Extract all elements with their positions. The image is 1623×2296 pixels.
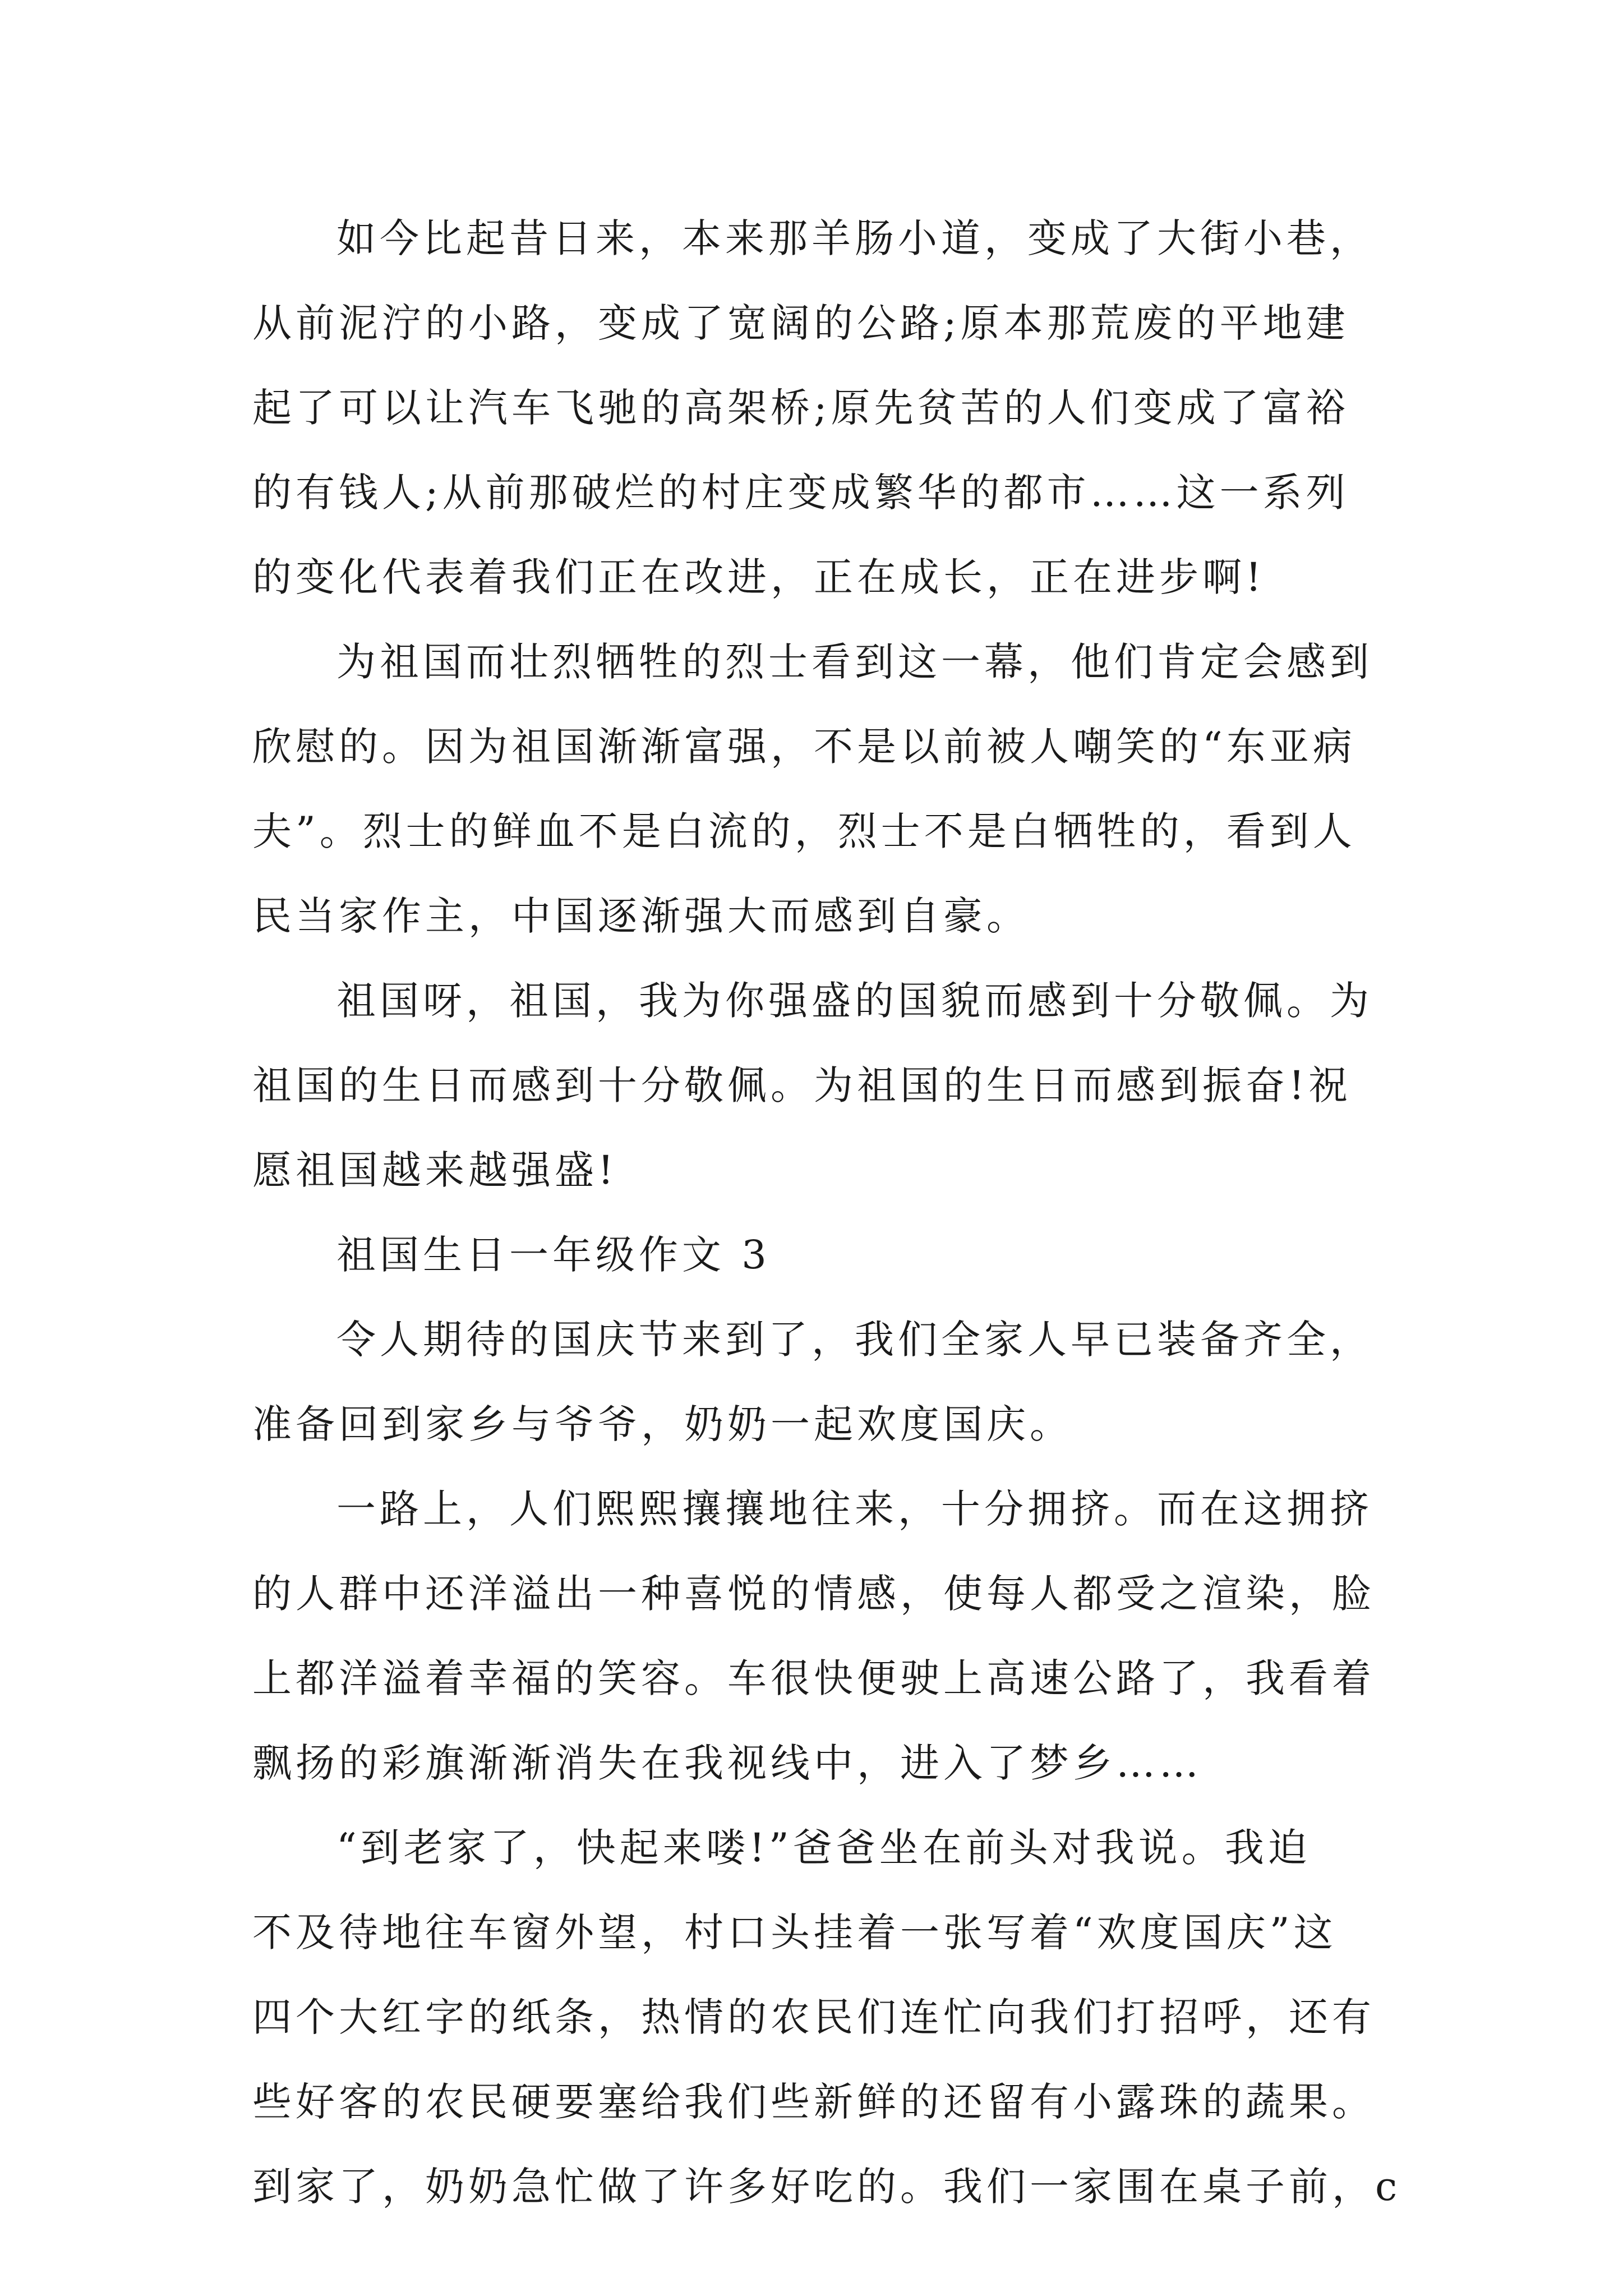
text-line: 祖国呀，祖国，我为你强盛的国貌而感到十分敬佩。为 <box>336 978 1373 1024</box>
text-line: 从前泥泞的小路，变成了宽阔的公路;原本那荒废的平地建 <box>252 300 1349 346</box>
text-line: 欣慰的。因为祖国渐渐富强，不是以前被人嘲笑的“东亚病 <box>252 724 1356 770</box>
document-body <box>252 196 1419 2229</box>
text-line: 如今比起昔日来，本来那羊肠小道，变成了大街小巷， <box>336 215 1373 261</box>
text-line: 起了可以让汽车飞驰的高架桥;原先贫苦的人们变成了富裕 <box>252 385 1349 431</box>
text-line: 令人期待的国庆节来到了，我们全家人早已装备齐全， <box>336 1317 1373 1363</box>
text-line: 的人群中还洋溢出一种喜悦的情感，使每人都受之渲染，脸 <box>252 1571 1375 1617</box>
text-line: 准备回到家乡与爷爷，奶奶一起欢度国庆。 <box>252 1401 1073 1447</box>
text-line: 的有钱人;从前那破烂的村庄变成繁华的都市……这一系列 <box>252 470 1349 516</box>
text-line: 到家了，奶奶急忙做了许多好吃的。我们一家围在桌子前，c <box>252 2164 1401 2210</box>
text-line: 四个大红字的纸条，热情的农民们连忙向我们打招呼，还有 <box>252 1994 1375 2040</box>
text-line: 祖国生日一年级作文 3 <box>336 1232 771 1278</box>
text-line: 上都洋溢着幸福的笑容。车很快便驶上高速公路了，我看着 <box>252 1655 1375 1701</box>
text-line: 为祖国而壮烈牺牲的烈士看到这一幕，他们肯定会感到 <box>336 639 1373 685</box>
text-line: 的变化代表着我们正在改进，正在成长，正在进步啊! <box>252 554 1266 600</box>
text-line: 些好客的农民硬要塞给我们些新鲜的还留有小露珠的蔬果。 <box>252 2079 1375 2125</box>
text-line: 愿祖国越来越强盛! <box>252 1147 618 1193</box>
text-line: 祖国的生日而感到十分敬佩。为祖国的生日而感到振奋!祝 <box>252 1062 1352 1108</box>
text-line: 夫”。烈士的鲜血不是白流的，烈士不是白牺牲的，看到人 <box>252 808 1356 854</box>
text-line: 一路上，人们熙熙攘攘地往来，十分拥挤。而在这拥挤 <box>336 1486 1373 1532</box>
text-line: 民当家作主，中国逐渐强大而感到自豪。 <box>252 893 1030 939</box>
text-line: 飘扬的彩旗渐渐消失在我视线中，进入了梦乡…… <box>252 1740 1202 1786</box>
text-line: 不及待地往车窗外望，村口头挂着一张写着“欢度国庆”这 <box>252 1910 1337 1955</box>
text-line: “到老家了，快起来喽!”爸爸坐在前头对我说。我迫 <box>336 1825 1311 1871</box>
